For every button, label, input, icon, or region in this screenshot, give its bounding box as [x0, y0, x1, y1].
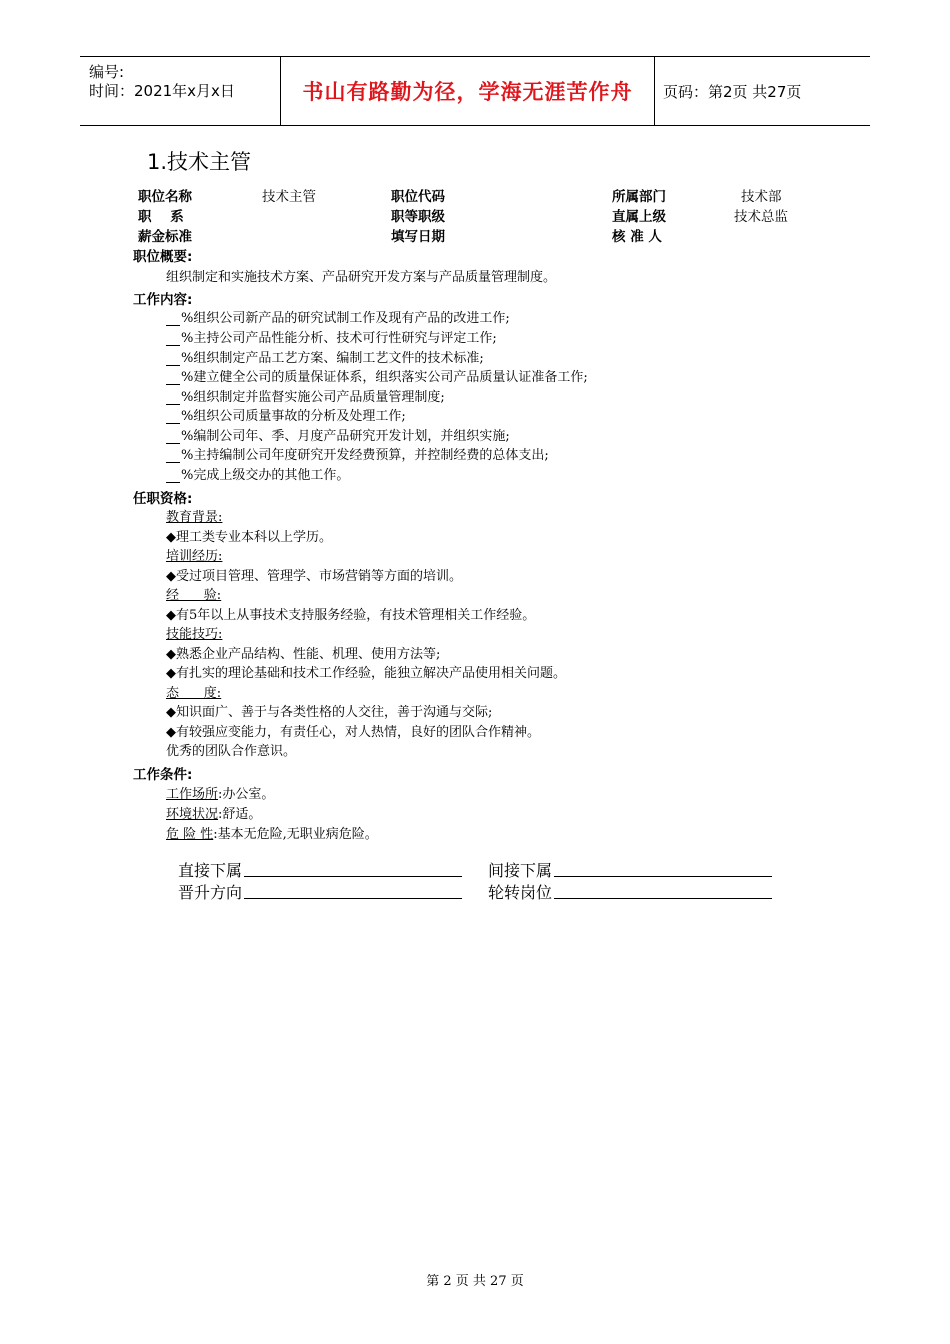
- document-header: [80, 56, 870, 126]
- direct-subordinate-label: 直接下属: [178, 861, 243, 880]
- skills-text: ◆有扎实的理论基础和技术工作经验，能独立解决产品使用相关问题。: [166, 666, 566, 681]
- training-label: 培训经历:: [166, 549, 223, 564]
- header-left-cell: [80, 57, 281, 125]
- environment-line: 环境状况:舒适。: [166, 807, 262, 822]
- indirect-subordinate-field[interactable]: [554, 876, 772, 877]
- motto: 书山有路勤为径，学海无涯苦作舟: [302, 79, 633, 104]
- experience-text: ◆有5年以上从事技术支持服务经验，有技术管理相关工作经验。: [166, 608, 536, 623]
- page-info: 页码：第2页 共27页: [663, 82, 802, 101]
- training-text: ◆受过项目管理、管理学、市场营销等方面的培训。: [166, 569, 462, 584]
- list-item: %组织公司新产品的研究试制工作及现有产品的改进工作;: [166, 307, 510, 326]
- direct-subordinate-field[interactable]: [244, 876, 462, 877]
- grid-label: 核 准 人: [612, 229, 662, 245]
- duties-heading: 工作内容:: [133, 292, 193, 308]
- grid-label: 职位名称: [138, 189, 192, 205]
- number-label: 编号:: [89, 63, 125, 81]
- attitude-text: ◆知识面广、善于与各类性格的人交往，善于沟通与交际;: [166, 705, 493, 720]
- grid-label: 职位代码: [391, 189, 445, 205]
- list-item: %组织公司质量事故的分析及处理工作;: [166, 405, 406, 424]
- list-item: %完成上级交办的其他工作。: [166, 464, 349, 483]
- grid-value: 技术总监: [734, 209, 788, 225]
- page-footer: 第 2 页 共 27 页: [426, 1274, 524, 1289]
- time-label: 时间：2021年x月x日: [89, 82, 235, 100]
- skills-label: 技能技巧:: [166, 627, 223, 642]
- grid-label: 职等职级: [391, 209, 445, 225]
- header-page-cell: [655, 57, 870, 125]
- rotation-label: 轮转岗位: [488, 883, 553, 902]
- list-item: %组织制定产品工艺方案、编制工艺文件的技术标准;: [166, 347, 484, 366]
- grid-label: 所属部门: [612, 189, 666, 205]
- list-item: %主持公司产品性能分析、技术可行性研究与评定工作;: [166, 327, 497, 346]
- attitude-label: 态 度:: [166, 686, 222, 701]
- promotion-field[interactable]: [244, 898, 462, 899]
- grid-label: 填写日期: [391, 229, 445, 245]
- qualifications-heading: 任职资格:: [133, 491, 193, 507]
- rotation-field[interactable]: [554, 898, 772, 899]
- place-line: 工作场所:办公室。: [166, 787, 275, 802]
- summary-heading: 职位概要:: [133, 249, 193, 265]
- list-item: %组织制定并监督实施公司产品质量管理制度;: [166, 386, 445, 405]
- attitude-text: ◆有较强应变能力，有责任心，对人热情，良好的团队合作精神。: [166, 725, 540, 740]
- list-item: %编制公司年、季、月度产品研究开发计划，并组织实施;: [166, 425, 510, 444]
- grid-label: 职 系: [138, 209, 184, 225]
- list-item: %主持编制公司年度研究开发经费预算，并控制经费的总体支出;: [166, 444, 549, 463]
- education-label: 教育背景:: [166, 510, 223, 525]
- conditions-heading: 工作条件:: [133, 767, 193, 783]
- risk-line: 危 险 性:基本无危险,无职业病危险。: [166, 827, 378, 842]
- indirect-subordinate-label: 间接下属: [488, 861, 553, 880]
- grid-label: 直属上级: [612, 209, 666, 225]
- skills-text: ◆熟悉企业产品结构、性能、机理、使用方法等;: [166, 647, 441, 662]
- list-item: %建立健全公司的质量保证体系，组织落实公司产品质量认证准备工作;: [166, 366, 588, 385]
- grid-value: 技术主管: [262, 189, 316, 205]
- header-motto-cell: [281, 57, 655, 125]
- grid-value: 技术部: [741, 189, 782, 205]
- promotion-label: 晋升方向: [178, 883, 243, 902]
- education-text: ◆理工类专业本科以上学历。: [166, 530, 332, 545]
- grid-label: 薪金标准: [138, 229, 192, 245]
- attitude-text: 优秀的团队合作意识。: [166, 744, 297, 759]
- summary-text: 组织制定和实施技术方案、产品研究开发方案与产品质量管理制度。: [166, 270, 557, 285]
- page-title: 1.技术主管: [147, 150, 252, 174]
- experience-label: 经 验:: [166, 588, 222, 603]
